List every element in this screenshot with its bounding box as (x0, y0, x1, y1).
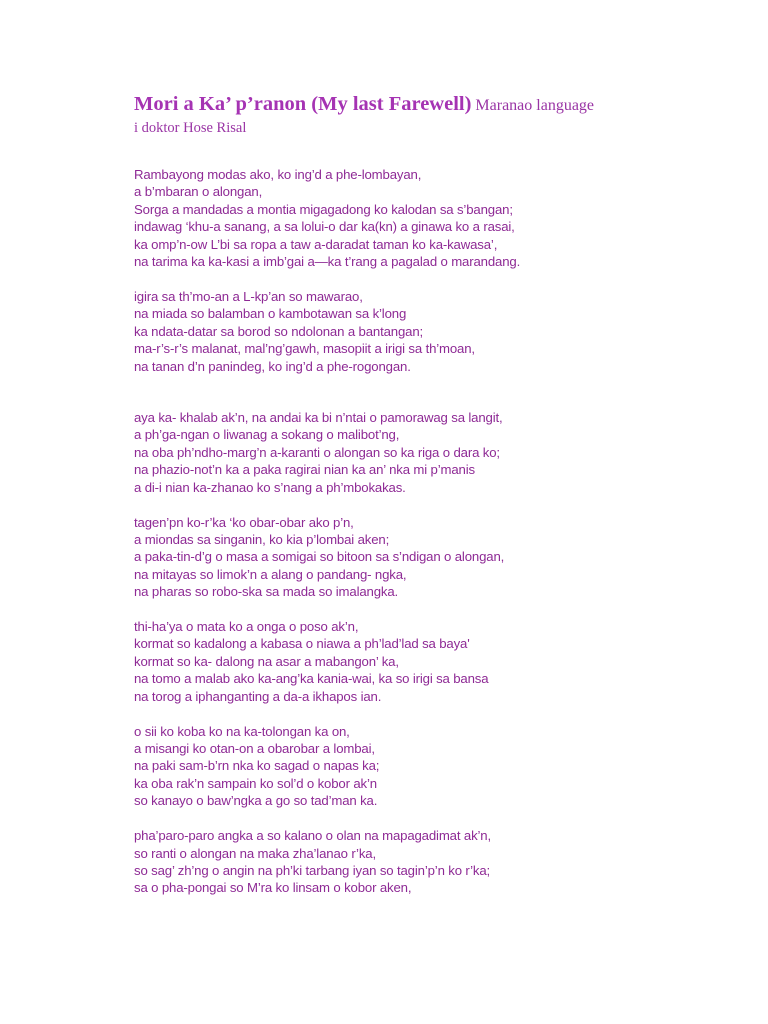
author-line: i doktor Hose Risal (134, 120, 247, 136)
poem-title: Mori a Ka’ p’ranon (My last Farewell) (134, 93, 472, 115)
stanza-2 (134, 288, 754, 375)
poem-line: na oba ph’ndho-marg’n a-karanti o alongan so ka riga o dara ko; (134, 444, 500, 460)
poem-line: thi-ha’ya o mata ko a onga o poso ak’n, (134, 619, 359, 635)
poem-line: sa o pha-pongai so M’ra ko linsam o kobor aken, (134, 880, 412, 896)
poem-line: a paka-tin-d’g o masa a somigai so bitoon sa s’ndigan o alongan, (134, 549, 505, 565)
poem-line: na tanan d’n panindeg, ko ing’d a phe-rogongan. (134, 358, 411, 374)
language-note: Maranao language (475, 97, 595, 114)
poem-line: na tarima ka ka-kasi a imb’gai a—ka t’rang a pagalad o marandang. (134, 254, 521, 270)
poem-line: a di-i nian ka-zhanao ko s’nang a ph’mbokakas. (134, 479, 406, 495)
poem-line: Sorga a mandadas a montia migagadong ko kalodan sa s’bangan; (134, 201, 513, 217)
poem-line: so ranti o alongan na maka zha’lanao r’ka, (134, 845, 376, 861)
poem-line: Rambayong modas ako, ko ing’d a phe-lombayan, (134, 167, 422, 182)
stanza-5 (134, 618, 754, 705)
poem-line: a miondas sa singanin, ko kia p’lombai aken; (134, 531, 390, 547)
stanza-6 (134, 723, 754, 810)
title-line (134, 92, 754, 118)
poem-line: a b’mbaran o alongan, (134, 184, 263, 200)
poem-line: ka ndata-datar sa borod so ndolonan a bantangan; (134, 323, 424, 339)
poem-line: na torog a iphanganting a da-a ikhapos ian. (134, 688, 382, 704)
poem-line: so sag’ zh’ng o angin na ph’ki tarbang iyan so tagin’p’n ko r’ka; (134, 862, 491, 878)
poem-line: na phazio-not’n ka a paka ragirai nian ka an’ nka mi p’manis (134, 462, 475, 478)
poem-line: na pharas so robo-ska sa mada so imalangka. (134, 584, 399, 600)
poem-line: na tomo a malab ako ka-ang’ka kania-wai, ka so irigi sa bansa (134, 671, 489, 687)
stanza-7 (134, 827, 754, 897)
poem-line: a misangi ko otan-on a obarobar a lombai, (134, 740, 375, 756)
poem-line: igira sa th’mo-an a L-kp’an so mawarao, (134, 288, 363, 304)
poem-line: na mitayas so limok’n a alang o pandang- ngka, (134, 566, 407, 582)
poem-line: na miada so balamban o kambotawan sa k’long (134, 306, 407, 322)
poem-line: ma-r’s-r’s malanat, mal’ng’gawh, masopiit a irigi sa th’moan, (134, 341, 475, 357)
document-page (134, 92, 754, 896)
poem-line: tagen’pn ko-r’ka ‘ko obar-obar ako p’n, (134, 514, 354, 530)
poem-line: indawag ‘khu-a sanang, a sa lolui-o dar ka(kn) a ginawa ko a rasai, (134, 219, 515, 235)
poem-line: kormat so ka- dalong na asar a mabangon’ ka, (134, 653, 399, 669)
poem-line: pha’paro-paro angka a so kalano o olan na mapagadimat ak’n, (134, 828, 491, 844)
stanza-4 (134, 514, 754, 601)
stanza-3 (134, 409, 754, 496)
poem-line: na paki sam-b’rn nka ko sagad o napas ka; (134, 758, 380, 774)
poem-line: kormat so kadalong a kabasa o niawa a ph’lad’lad sa baya' (134, 636, 470, 652)
poem-line: ka omp’n-ow L’bi sa ropa a taw a-daradat taman ko ka-kawasa’, (134, 236, 498, 252)
stanza-1 (134, 166, 754, 270)
poem-line: ka oba rak’n sampain ko sol’d o kobor ak’n (134, 775, 377, 791)
poem-body (134, 166, 754, 914)
poem-line: aya ka- khalab ak’n, na andai ka bi n’ntai o pamorawag sa langit, (134, 409, 503, 425)
poem-line: so kanayo o baw’ngka a go so tad’man ka. (134, 793, 378, 809)
poem-line: a ph’ga-ngan o liwanag a sokang o malibot’ng, (134, 427, 400, 443)
poem-line: o sii ko koba ko na ka-tolongan ka on, (134, 723, 350, 739)
